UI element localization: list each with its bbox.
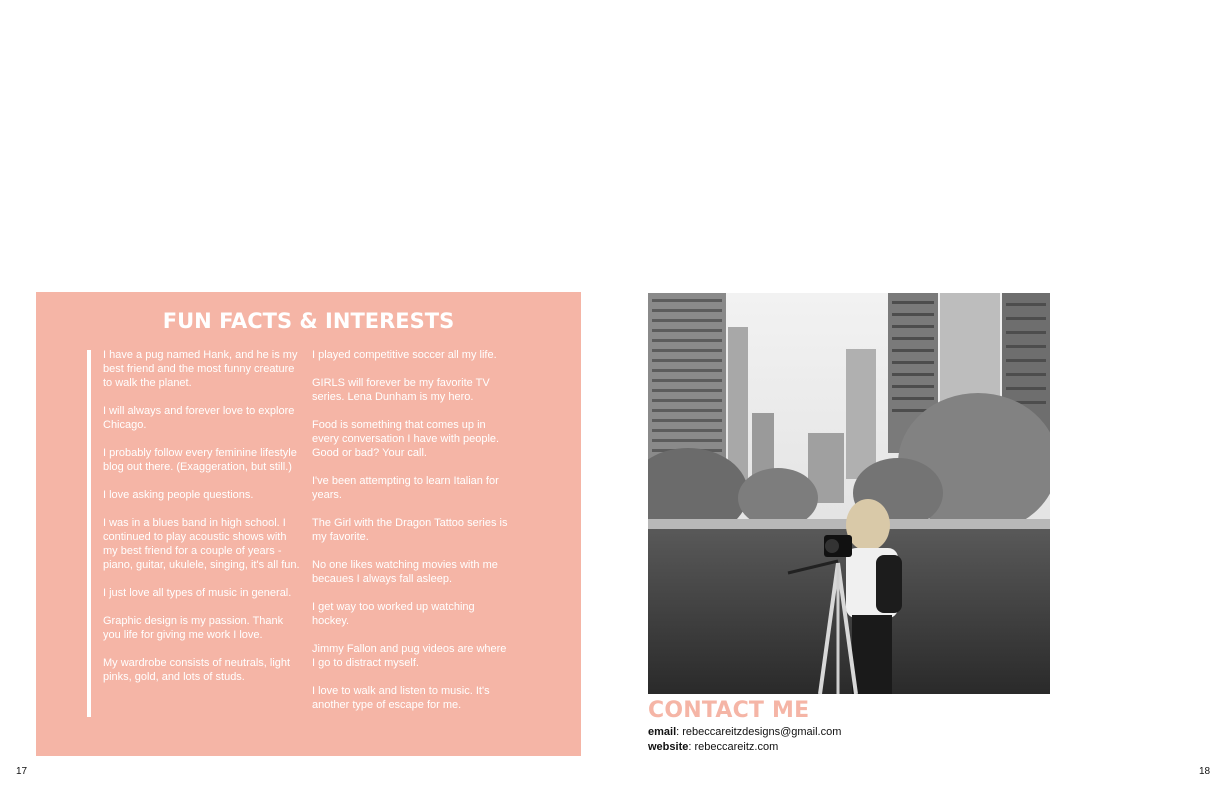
fact-item: I love asking people questions.: [103, 489, 254, 501]
contact-website-line: website: rebeccareitz.com: [648, 741, 779, 753]
fact-item: I played competitive soccer all my life.: [312, 349, 497, 361]
fact-item: The Girl with the Dragon Tattoo series is my favorite.: [312, 517, 508, 543]
fact-item: I've been attempting to learn Italian for years.: [312, 475, 499, 501]
fact-item: No one likes watching movies with me becaues I always fall asleep.: [312, 559, 498, 585]
fact-item: I probably follow every feminine lifestyle blog out there. (Exaggeration, but still.): [103, 447, 297, 473]
website-label: website: [648, 741, 689, 753]
fact-item: I was in a blues band in high school. I continued to play acoustic shows with my best friend for a couple of years - piano, guitar, ukulele, singing, it's all fun.: [103, 517, 300, 571]
contact-title: CONTACT ME: [648, 698, 810, 723]
facts-right-column: [312, 348, 512, 726]
fact-item: GIRLS will forever be my favorite TV series. Lena Dunham is my hero.: [312, 377, 490, 403]
website-value[interactable]: rebeccareitz.com: [694, 741, 779, 753]
fact-item: Graphic design is my passion. Thank you life for giving me work I love.: [103, 615, 284, 641]
photographer-photo: [648, 293, 1050, 694]
page-number-left: 17: [16, 766, 28, 777]
fact-item: I get way too worked up watching hockey.: [312, 601, 475, 627]
facts-left-column: [103, 348, 303, 698]
fact-item: My wardrobe consists of neutrals, light pinks, gold, and lots of studs.: [103, 657, 291, 683]
photo-illustration: [648, 293, 1050, 694]
fact-item: I have a pug named Hank, and he is my best friend and the most funny creature to walk the planet.: [103, 349, 298, 389]
email-label: email: [648, 726, 677, 738]
email-value[interactable]: rebeccareitzdesigns@gmail.com: [682, 726, 842, 738]
fact-item: I will always and forever love to explore Chicago.: [103, 405, 295, 431]
fact-item: Food is something that comes up in every conversation I have with people. Good or bad? Your call.: [312, 419, 500, 459]
fact-item: I love to walk and listen to music. It's another type of escape for me.: [312, 685, 490, 711]
page-number-right: 18: [1199, 766, 1211, 777]
contact-email-line: email: rebeccareitzdesigns@gmail.com: [648, 726, 842, 738]
fact-item: Jimmy Fallon and pug videos are where I go to distract myself.: [312, 643, 507, 669]
fact-item: I just love all types of music in general.: [103, 587, 292, 599]
fun-facts-title-wrap: [36, 306, 581, 336]
fun-facts-title: FUN FACTS & INTERESTS: [162, 309, 455, 333]
accent-bar: [87, 350, 91, 717]
